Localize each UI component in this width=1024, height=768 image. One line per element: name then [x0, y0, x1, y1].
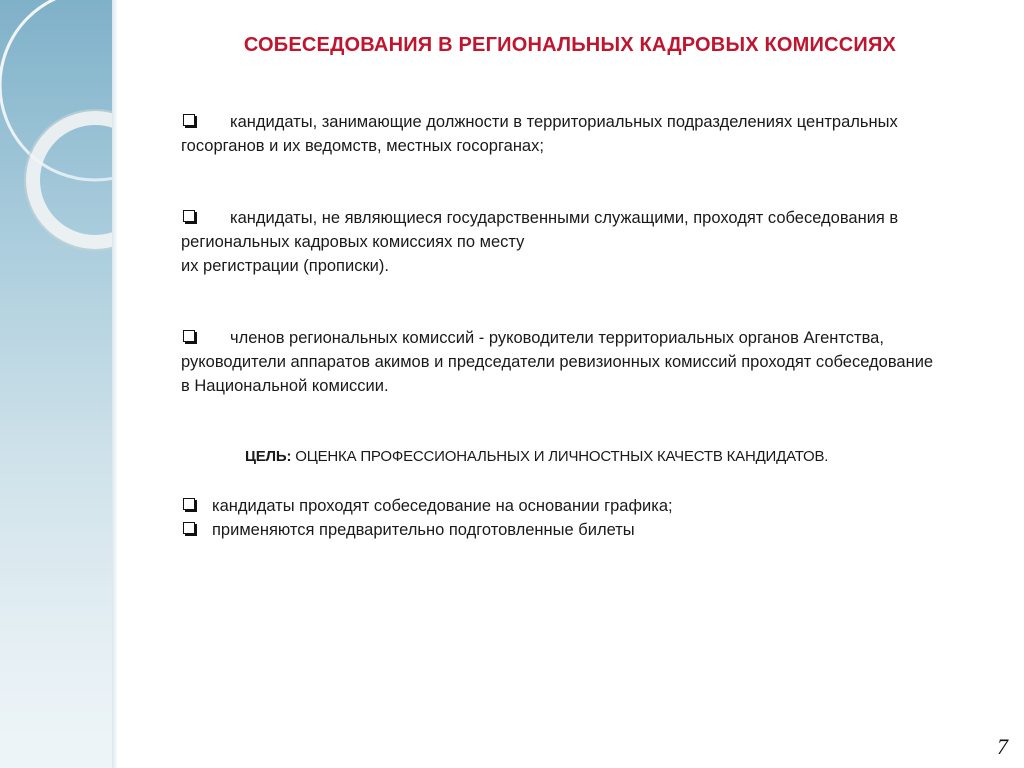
paragraph-2 [181, 206, 941, 278]
paragraph-1-text: кандидаты, занимающие должности в территориальных подразделениях центральных госорганов и их ведомств, местных госорганах; [181, 113, 898, 155]
decorative-circle-icon [0, 0, 112, 768]
paragraph-3 [181, 326, 941, 398]
checkbox-bullet-icon [183, 210, 195, 222]
paragraph-1 [181, 110, 941, 158]
paragraph-3-text: членов региональных комиссий - руководители территориальных органов Агентства, руководители аппаратов акимов и председатели ревизионных комиссий проходят собеседование в Национальной комиссии. [181, 329, 934, 395]
goal-label: ЦЕЛЬ: [245, 448, 292, 465]
bullet-list [181, 494, 941, 542]
list-item [181, 494, 941, 518]
slide-title: СОБЕСЕДОВАНИЯ В РЕГИОНАЛЬНЫХ КАДРОВЫХ КОМИССИЯХ [243, 34, 897, 56]
decorative-side-panel [0, 0, 112, 768]
page-number: 7 [997, 734, 1008, 759]
large-ring-shape [0, 0, 112, 180]
list-item-text: кандидаты проходят собеседование на основании графика; [212, 497, 673, 515]
paragraph-2-line3: их регистрации (прописки). [181, 257, 389, 275]
goal-line [245, 448, 965, 465]
checkbox-bullet-icon [183, 498, 195, 510]
paragraph-2-text: кандидаты, не являющиеся государственными служащими, проходят собеседования в региональных кадровых комиссиях по месту [181, 209, 899, 251]
goal-text: ОЦЕНКА ПРОФЕССИОНАЛЬНЫХ И ЛИЧНОСТНЫХ КАЧЕСТВ КАНДИДАТОВ. [295, 448, 829, 465]
checkbox-bullet-icon [183, 522, 195, 534]
checkbox-bullet-icon [183, 114, 195, 126]
panel-edge [112, 0, 118, 768]
list-item-text: применяются предварительно подготовленные билеты [212, 521, 635, 539]
checkbox-bullet-icon [183, 330, 195, 342]
list-item [181, 518, 941, 542]
